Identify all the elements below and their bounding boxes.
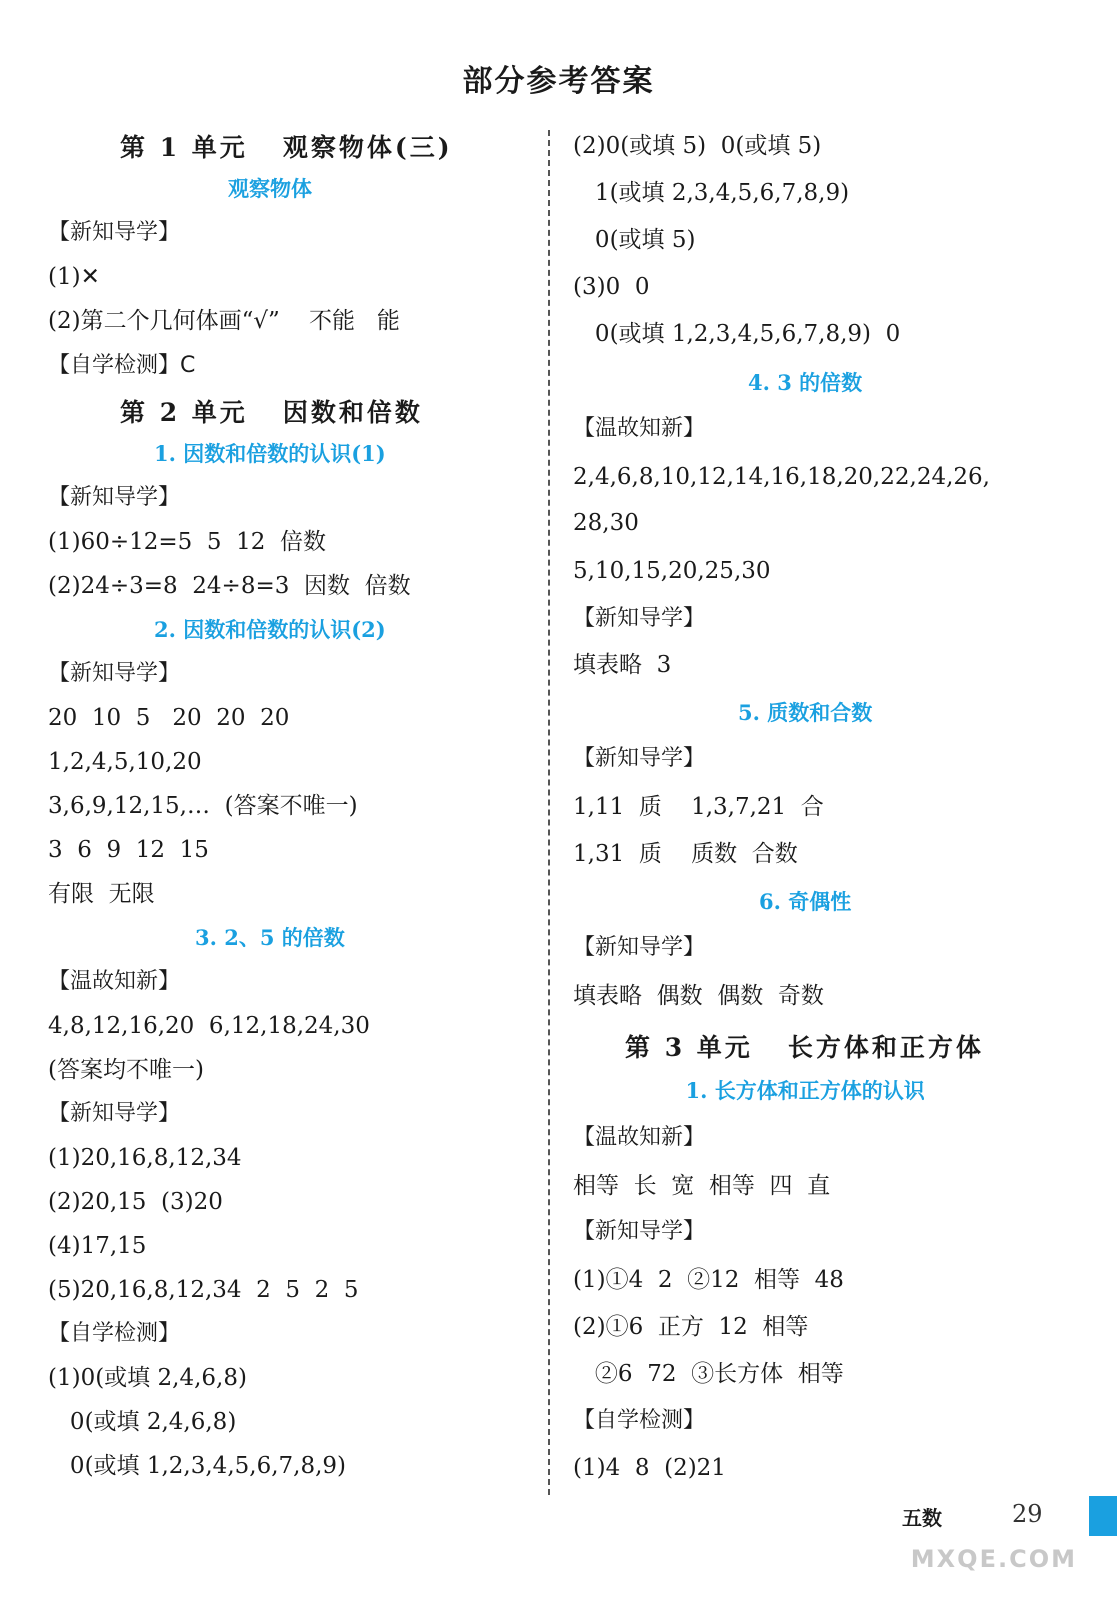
left-ans-line: (2)第二个几何体画“√” 不能 能 [48,308,400,334]
right-lesson-line: 1. 长方体和正方体的认识 [685,1078,925,1103]
left-lesson-line: 3. 2、5 的倍数 [195,925,345,950]
left-lesson-line: 2. 因数和倍数的认识(2) [154,617,386,642]
right-lesson-line: 6. 奇偶性 [759,889,852,914]
left-sect-line: 【自学检测】C [48,353,196,378]
left-ans-line: (1)✕ [48,264,100,290]
left-ans-line: (2)24÷3=8 24÷8=3 因数 倍数 [48,573,411,599]
right-lesson-line: 4. 3 的倍数 [748,370,863,395]
left-ans-line: 3,6,9,12,15,… (答案不唯一) [48,793,358,819]
right-ans-line: 1,31 质 质数 合数 [573,841,798,867]
right-ans-line: (1)4 8 (2)21 [573,1455,726,1481]
left-ans-line: 3 6 9 12 15 [48,837,209,863]
right-ans-line: 2,4,6,8,10,12,14,16,18,20,22,24,26, [573,464,990,490]
left-ans-line: (5)20,16,8,12,34 2 5 2 5 [48,1277,359,1303]
left-ans-line: (2)20,15 (3)20 [48,1189,223,1215]
right-ans-line: 0(或填 1,2,3,4,5,6,7,8,9) 0 [573,321,901,347]
page-number: 29 [1012,1500,1043,1528]
left-ans-line: 1,2,4,5,10,20 [48,749,202,775]
right-ans-line: ②6 72 ③长方体 相等 [573,1361,844,1387]
left-sect-line: 【新知导学】 [48,661,181,686]
left-ans-line: 有限 无限 [48,881,155,907]
right-ans-line: 5,10,15,20,25,30 [573,558,771,584]
right-sect-line: 【新知导学】 [573,1219,706,1244]
left-sect-line: 【新知导学】 [48,485,181,510]
left-ans-line: 20 10 5 20 20 20 [48,705,290,731]
left-ans-line: (1)20,16,8,12,34 [48,1145,242,1171]
right-lesson-line: 5. 质数和合数 [738,700,873,725]
right-ans-line: 1(或填 2,3,4,5,6,7,8,9) [573,180,850,206]
left-sect-line: 【温故知新】 [48,969,181,994]
right-sect-line: 【新知导学】 [573,935,706,960]
left-sect-line: 【新知导学】 [48,1101,181,1126]
right-ans-line: (1)①4 2 ②12 相等 48 [573,1267,844,1293]
right-sect-line: 【新知导学】 [573,606,706,631]
left-ans-line: (4)17,15 [48,1233,147,1259]
watermark: MXQE.COM [910,1545,1077,1573]
right-ans-line: 1,11 质 1,3,7,21 合 [573,794,824,820]
left-ans-line: (答案均不唯一) [48,1057,204,1083]
right-sect-line: 【自学检测】 [573,1408,706,1433]
left-lesson-line: 观察物体 [228,176,312,201]
left-unit-line: 第 1 单元 观察物体(三) [120,133,453,162]
column-divider [548,130,550,1495]
left-ans-line: 0(或填 1,2,3,4,5,6,7,8,9) [48,1453,347,1479]
page-footer [872,1488,1117,1540]
footer-grade: 五数 [902,1506,942,1530]
left-ans-line: 0(或填 2,4,6,8) [48,1409,237,1435]
right-unit-line: 第 3 单元 长方体和正方体 [625,1033,984,1062]
right-ans-line: (2)①6 正方 12 相等 [573,1314,809,1340]
right-ans-line: 0(或填 5) [573,227,696,253]
right-ans-line: (2)0(或填 5) 0(或填 5) [573,133,822,159]
right-ans-line: 28,30 [573,510,639,536]
left-lesson-line: 1. 因数和倍数的认识(1) [154,441,386,466]
right-ans-line: 填表略 偶数 偶数 奇数 [573,983,824,1009]
right-sect-line: 【温故知新】 [573,416,706,441]
left-sect-line: 【自学检测】 [48,1321,181,1346]
right-ans-line: 填表略 3 [573,652,672,678]
right-sect-line: 【新知导学】 [573,746,706,771]
left-ans-line: 4,8,12,16,20 6,12,18,24,30 [48,1013,370,1039]
left-sect-line: 【新知导学】 [48,220,181,245]
left-unit-line: 第 2 单元 因数和倍数 [120,398,423,427]
footer-accent-bar [1089,1496,1117,1536]
left-ans-line: (1)60÷12=5 5 12 倍数 [48,529,327,555]
right-sect-line: 【温故知新】 [573,1125,706,1150]
right-ans-line: 相等 长 宽 相等 四 直 [573,1173,831,1199]
page-title: 部分参考答案 [462,64,655,99]
right-ans-line: (3)0 0 [573,274,650,300]
left-ans-line: (1)0(或填 2,4,6,8) [48,1365,247,1391]
